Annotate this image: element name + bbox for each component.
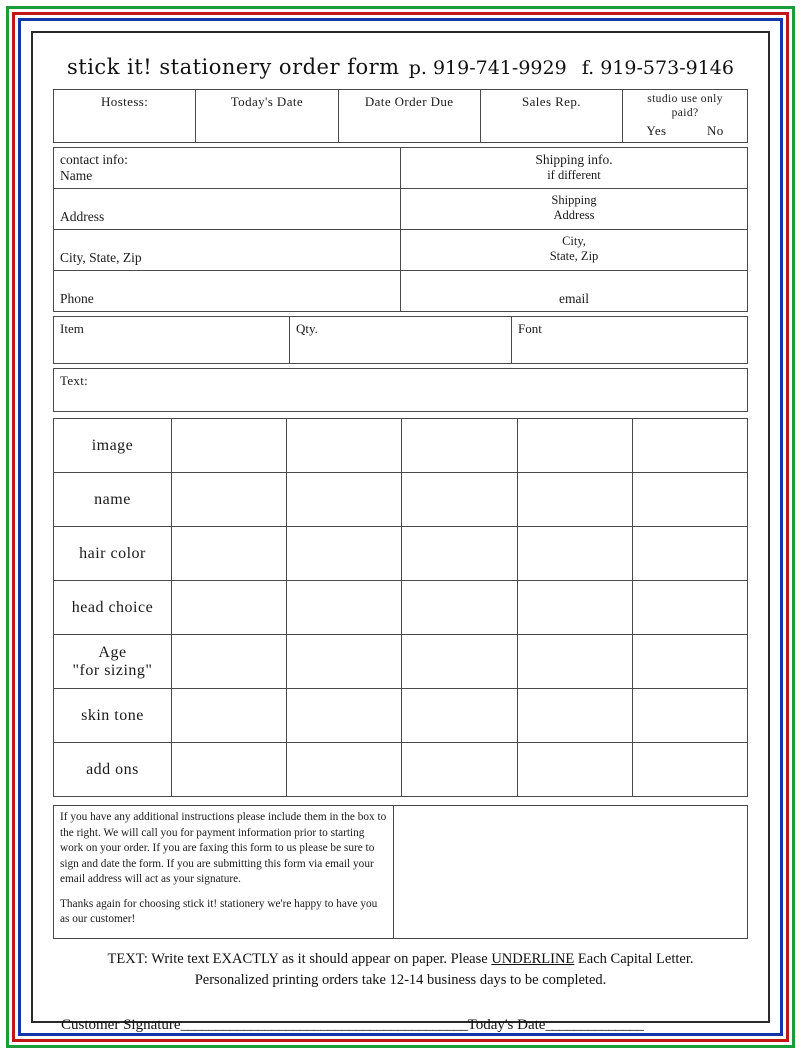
table-row xyxy=(54,148,748,189)
attribute-add-ons-value-2[interactable] xyxy=(287,743,402,797)
paid-options xyxy=(626,123,744,139)
table-row xyxy=(54,189,748,230)
instructions-text-cell xyxy=(54,806,394,939)
table-row xyxy=(54,317,748,364)
signature-row xyxy=(53,1017,748,1034)
text-entry-table xyxy=(53,368,748,412)
attribute-add-ons-value-5[interactable] xyxy=(632,743,747,797)
decorative-border-red xyxy=(12,12,789,1042)
attribute-skin-tone-value-2[interactable] xyxy=(287,689,402,743)
city-state-zip-cell[interactable] xyxy=(54,230,401,271)
todays-date-footer-rule[interactable]: ______________ xyxy=(545,1017,644,1034)
instructions-table xyxy=(53,805,748,939)
date-order-due-label: Date Order Due xyxy=(364,94,454,109)
attribute-name-label: name xyxy=(54,473,172,527)
attribute-age-line2: "for sizing" xyxy=(72,661,153,679)
form-header xyxy=(53,49,748,89)
order-form-page xyxy=(31,31,770,1034)
shipping-info-heading: Shipping info. xyxy=(535,152,613,167)
attribute-skin-tone-value-1[interactable] xyxy=(171,689,286,743)
paid-no-option[interactable]: No xyxy=(707,122,724,138)
attribute-hair-color-value-5[interactable] xyxy=(632,527,747,581)
attribute-image-value-3[interactable] xyxy=(402,419,517,473)
hostess-cell[interactable] xyxy=(54,90,196,143)
instructions-paragraph-1: If you have any additional instructions please include them in the box to the right. We will call you for payment information prior to starting work on your order. If you are faxing this form to us please be sure to sign and date the form. If you are submitting this form via email your email address will act as your signature. xyxy=(60,811,387,886)
footer-line-1-before: TEXT: Write text EXACTLY as it should appear on paper. Please xyxy=(107,951,492,967)
attribute-hair-color-label: hair color xyxy=(54,527,172,581)
instructions-paragraphs xyxy=(60,810,387,928)
shipping-state-zip-label: State, Zip xyxy=(549,249,599,263)
instructions-paragraph-2: Thanks again for choosing stick it! stationery we're happy to have you as our customer! xyxy=(60,897,378,926)
attribute-age-value-3[interactable] xyxy=(402,635,517,689)
order-meta-table xyxy=(53,89,748,143)
address-cell[interactable] xyxy=(54,189,401,230)
attribute-add-ons-value-4[interactable] xyxy=(517,743,632,797)
attribute-head-choice-value-2[interactable] xyxy=(287,581,402,635)
attribute-head-choice-label: head choice xyxy=(54,581,172,635)
fax-number: f. 919-573-9146 xyxy=(581,57,734,79)
attribute-age-value-1[interactable] xyxy=(171,635,286,689)
font-cell[interactable] xyxy=(512,317,748,364)
shipping-address-label-line2: Address xyxy=(553,208,595,222)
shipping-heading-cell xyxy=(401,148,748,189)
table-row xyxy=(54,90,748,143)
attributes-table xyxy=(53,418,748,797)
customer-signature-rule[interactable]: _________________________________________ xyxy=(180,1017,468,1034)
table-row xyxy=(54,527,748,581)
todays-date-label: Today's Date xyxy=(230,94,304,109)
attribute-age-value-4[interactable] xyxy=(517,635,632,689)
decorative-border-green xyxy=(6,6,795,1048)
table-row xyxy=(54,581,748,635)
hostess-label: Hostess: xyxy=(101,94,149,109)
attribute-head-choice-value-5[interactable] xyxy=(632,581,747,635)
todays-date-cell[interactable] xyxy=(196,90,338,143)
table-row xyxy=(54,271,748,312)
phone-label: Phone xyxy=(60,291,94,306)
text-cell[interactable] xyxy=(54,369,748,412)
paid-label: paid? xyxy=(671,107,699,120)
table-row xyxy=(54,743,748,797)
table-row xyxy=(54,230,748,271)
shipping-address-cell[interactable] xyxy=(401,189,748,230)
attribute-hair-color-value-4[interactable] xyxy=(517,527,632,581)
attribute-age-label xyxy=(54,635,172,689)
email-cell[interactable] xyxy=(401,271,748,312)
attribute-image-value-5[interactable] xyxy=(632,419,747,473)
shipping-city-label: City, xyxy=(562,234,586,248)
text-label: Text: xyxy=(60,373,89,388)
attribute-head-choice-value-3[interactable] xyxy=(402,581,517,635)
footer-line-2: Personalized printing orders take 12-14 business days to be completed. xyxy=(194,972,607,989)
name-label: Name xyxy=(60,168,93,183)
attribute-skin-tone-value-4[interactable] xyxy=(517,689,632,743)
email-label: email xyxy=(559,291,589,306)
table-row xyxy=(54,419,748,473)
customer-signature-label: Customer Signature xyxy=(61,1017,181,1034)
table-row xyxy=(54,369,748,412)
attribute-head-choice-value-1[interactable] xyxy=(171,581,286,635)
contact-name-cell[interactable] xyxy=(54,148,401,189)
phone-cell[interactable] xyxy=(54,271,401,312)
attribute-name-value-4[interactable] xyxy=(517,473,632,527)
attribute-image-value-4[interactable] xyxy=(517,419,632,473)
city-state-zip-label: City, State, Zip xyxy=(60,250,142,265)
attribute-image-value-1[interactable] xyxy=(171,419,286,473)
studio-use-cell xyxy=(623,90,748,143)
attribute-hair-color-value-1[interactable] xyxy=(171,527,286,581)
qty-label: Qty. xyxy=(295,321,318,336)
decorative-border-blue xyxy=(18,18,783,1036)
studio-use-label: studio use only xyxy=(647,93,723,105)
shipping-city-state-zip-cell[interactable] xyxy=(401,230,748,271)
item-cell[interactable] xyxy=(54,317,290,364)
shipping-if-different-label: if different xyxy=(547,168,601,182)
address-label: Address xyxy=(60,209,105,224)
footer-line-1 xyxy=(53,949,748,970)
attribute-skin-tone-value-5[interactable] xyxy=(632,689,747,743)
attribute-add-ons-value-3[interactable] xyxy=(402,743,517,797)
item-qty-font-table xyxy=(53,316,748,364)
footer-notes xyxy=(53,949,748,991)
table-row xyxy=(54,473,748,527)
date-order-due-cell[interactable] xyxy=(338,90,480,143)
attribute-image-label: image xyxy=(54,419,172,473)
contact-info-heading: contact info: xyxy=(60,152,128,167)
footer-underline-word: UNDERLINE xyxy=(491,951,575,967)
instructions-input-box[interactable] xyxy=(394,806,748,939)
attribute-hair-color-value-3[interactable] xyxy=(402,527,517,581)
attribute-image-value-2[interactable] xyxy=(287,419,402,473)
sales-rep-cell[interactable] xyxy=(480,90,622,143)
attribute-head-choice-value-4[interactable] xyxy=(517,581,632,635)
shipping-address-label-line1: Shipping xyxy=(551,193,597,207)
item-label: Item xyxy=(60,321,84,336)
attribute-add-ons-value-1[interactable] xyxy=(171,743,286,797)
attribute-name-value-2[interactable] xyxy=(287,473,402,527)
page-title: stick it! stationery order form xyxy=(67,55,400,79)
attribute-name-value-3[interactable] xyxy=(402,473,517,527)
attribute-age-line1: Age xyxy=(98,643,127,661)
attribute-name-value-5[interactable] xyxy=(632,473,747,527)
table-row xyxy=(54,806,748,939)
table-row xyxy=(54,689,748,743)
attribute-hair-color-value-2[interactable] xyxy=(287,527,402,581)
qty-cell[interactable] xyxy=(289,317,511,364)
attribute-skin-tone-value-3[interactable] xyxy=(402,689,517,743)
attribute-skin-tone-label: skin tone xyxy=(54,689,172,743)
sales-rep-label: Sales Rep. xyxy=(521,94,581,109)
table-row xyxy=(54,635,748,689)
todays-date-footer-label: Today's Date xyxy=(467,1017,546,1034)
font-label: Font xyxy=(518,321,542,336)
attribute-add-ons-label: add ons xyxy=(54,743,172,797)
footer-line-1-after: Each Capital Letter. xyxy=(574,951,694,967)
phone-number: p. 919-741-9929 xyxy=(408,57,567,79)
attribute-name-value-1[interactable] xyxy=(171,473,286,527)
contact-shipping-table xyxy=(53,147,748,312)
paid-yes-option[interactable]: Yes xyxy=(646,122,667,138)
attribute-age-value-2[interactable] xyxy=(287,635,402,689)
attribute-age-value-5[interactable] xyxy=(632,635,747,689)
